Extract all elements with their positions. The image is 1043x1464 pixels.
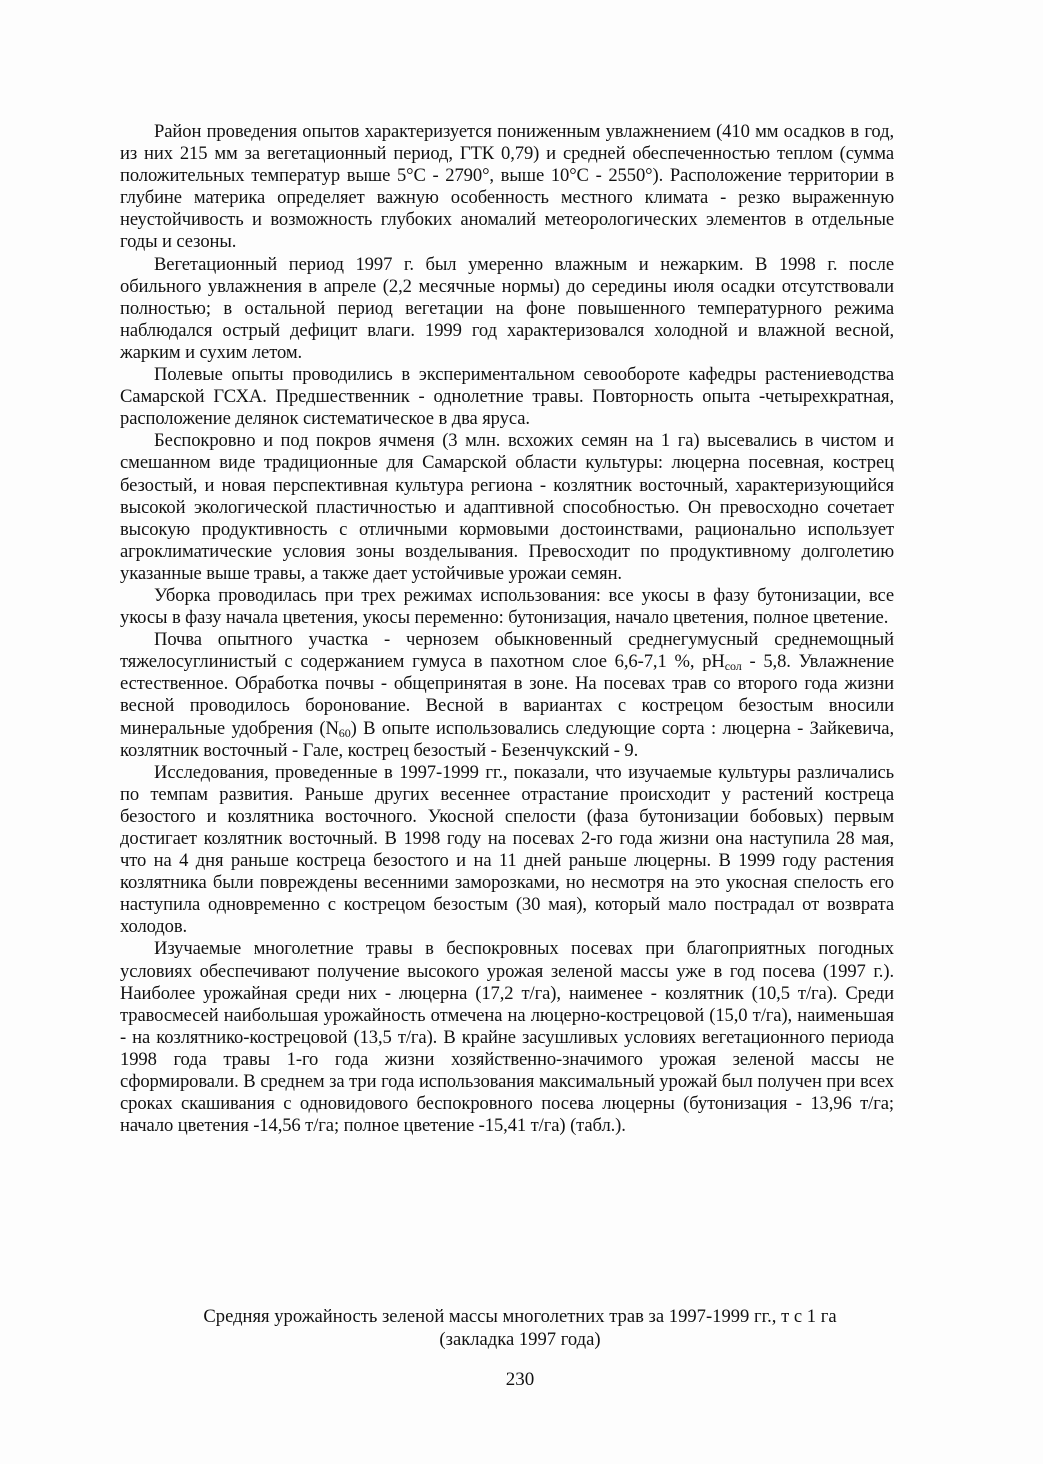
soil-text-part-2: - 5,8. Увлажнение естественное. Обработка почвы - общепринятая в зоне. На посевах трав со второго года жизни весной проводилось боронование. Весной в вариантах с кострецом безостым вносили минеральные удобрения (N — [120, 651, 894, 739]
nitrogen-subscript: 60 — [338, 725, 351, 740]
caption-line-1: Средняя урожайность зеленой массы многолетних трав за 1997-1999 гг., т с 1 га — [203, 1306, 837, 1327]
paragraph-sowing: Беспокровно и под покров ячменя (3 млн. всхожих семян на 1 га) высевались в чистом и смешанном виде традиционные для Самарской области культуры: люцерна посевная, кострец безостый, и новая перспективная культура региона - козлятник восточный, характеризующийся высокой экологической пластичностью и адаптивной способностью. Он превосходно сочетает высокую продуктивность с отличными кормовыми достоинствами, рационально использует агроклиматические условия зоны возделывания. Превосходит по продуктивному долголетию указанные выше травы, а также дает устойчивые урожаи семян. — [120, 430, 894, 584]
paragraph-field-experiments: Полевые опыты проводились в экспериментальном севообороте кафедры растениеводства Самарской ГСХА. Предшественник - однолетние травы. Повторность опыта -четырехкратная, расположение делянок систематическое в два яруса. — [120, 364, 894, 430]
page-number: 230 — [505, 1369, 535, 1390]
soil-text-part-1: Почва опытного участка - чернозем обыкновенный среднегумусный среднемощный тяжелосуглинистый с содержанием гумуса в пахотном слое 6,6-7,1 %, pH — [120, 629, 894, 673]
paragraph-vegetation-period: Вегетационный период 1997 г. был умеренно влажным и нежарким. В 1998 г. после обильного увлажнения в апреле (2,2 месячные нормы) до середины июля осадки отсутствовали полностью; в остальной период вегетации на фоне повышенного температурного режима наблюдался острый дефицит влаги. 1999 год характеризовался холодной и влажной весной, жарким и сухим летом. — [120, 253, 894, 363]
table-caption — [100, 1306, 940, 1351]
paragraph-soil — [120, 629, 894, 762]
caption-line-2: (закладка 1997 года) — [439, 1328, 601, 1350]
paragraph-development-rates: Исследования, проведенные в 1997-1999 гг., показали, что изучаемые культуры различались по темпам развития. Раньше других весеннее отрастание происходит у растений костреца безостого и козлятника восточного. Укосной спелости (фаза бутонизации бобовых) первым достигает козлятник восточный. В 1998 году на посевах 2-го года жизни она наступила 28 мая, что на 4 дня раньше костреца безостого и на 11 дней раньше люцерны. В 1999 году растения козлятника были повреждены весенними заморозками, но несмотря на это укосная спелость его наступила одновременно с кострецом безостым (30 мая), который мало пострадал от возврата холодов. — [120, 761, 894, 938]
paragraph-climate: Район проведения опытов характеризуется пониженным увлажнением (410 мм осадков в год, из них 215 мм за вегетационный период, ГТК 0,79) и средней обеспеченностью теплом (сумма положительных температур выше 5°С - 2790°, выше 10°С - 2550°). Расположение территории в глубине материка определяет важную особенность местного климата - резко выраженную неустойчивость и возможность глубоких аномалий метеорологических элементов в отдельные годы и сезоны. — [120, 121, 894, 253]
paragraph-harvesting: Уборка проводилась при трех режимах использования: все укосы в фазу бутонизации, все укосы в фазу начала цветения, укосы переменно: бутонизация, начало цветения, полное цветение. — [120, 584, 894, 629]
paragraph-yield: Изучаемые многолетние травы в беспокровных посевах при благоприятных погодных условиях обеспечивают получение высокого урожая зеленой массы уже в год посева (1997 г.). Наиболее урожайная среди них - люцерна (17,2 т/га), наименее - козлятник (10,5 т/га). Среди травосмесей наибольшая урожайность отмечена на люцерно-кострецовой (15,0 т/га), наименьшая - на козлятнико-кострецовой (13,5 т/га). В крайне засушливых условиях вегетационного периода 1998 года травы 1-го года жизни хозяйственно-значимого урожая зеленой массы не сформировали. В среднем за три года использования максимальный урожай был получен при всех сроках скашивания с одновидового беспокровного посева люцерны (бутонизация - 13,96 т/га; начало цветения -14,56 т/га; полное цветение -15,41 т/га) (табл.). — [120, 938, 894, 1137]
ph-subscript: сол — [724, 659, 742, 674]
soil-text-part-3: ) В опыте использовались следующие сорта : люцерна - Зайкевича, козлятник восточный - Гале, кострец безостый - Безенчукский - 9. — [120, 717, 894, 761]
body-text — [120, 121, 894, 1137]
